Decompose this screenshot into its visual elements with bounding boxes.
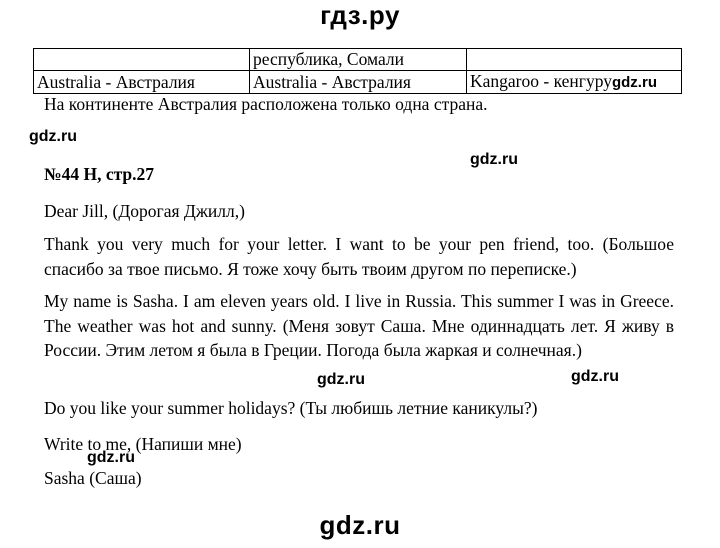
letter-paragraph: My name is Sasha. I am eleven years old. I live in Russia. This summer I was in Greece. The weather was hot and sunny. (Меня зовут Саша. Мне одиннадцать лет. Я живу в России. Этим летом я была в Греции. Погода была жаркая и солнечная.) xyxy=(44,291,674,360)
watermark-small: gdz.ru xyxy=(470,151,518,168)
table-row xyxy=(34,49,682,71)
letter-greeting: Dear Jill, (Дорогая Джилл,) xyxy=(44,201,245,221)
table-cell: Australia - Австралия xyxy=(250,71,467,94)
watermark-small: gdz.ru xyxy=(317,371,365,388)
exercise-heading: №44 H, стр.27 xyxy=(44,164,155,184)
letter-question: Do you like your summer holidays? (Ты любишь летние каникулы?) xyxy=(44,398,538,418)
watermark-small: gdz.ru xyxy=(87,449,135,466)
table-cell-text: Kangaroo - кенгуру xyxy=(470,71,612,91)
table-cell: Australia - Австралия xyxy=(34,71,250,94)
watermark-top: гдз.ру xyxy=(320,0,400,30)
watermark-small: gdz.ru xyxy=(29,128,77,145)
watermark-bottom: gdz.ru xyxy=(319,510,401,540)
answer-table xyxy=(33,48,682,94)
letter-signature: Sasha (Саша) xyxy=(44,468,142,488)
table-cell xyxy=(467,49,682,71)
letter-closing: Write to me, (Напиши мне) xyxy=(44,434,242,454)
table-cell: республика, Сомали xyxy=(250,49,467,71)
table-cell xyxy=(34,49,250,71)
table-cell xyxy=(467,71,682,94)
letter-paragraph: Thank you very much for your letter. I want to be your pen friend, too. (Большое спасибо за твое письмо. Я тоже хочу быть твоим другом по переписке.) xyxy=(44,234,674,279)
table-row xyxy=(34,71,682,94)
note-text: На континенте Австралия расположена только одна страна. xyxy=(44,94,488,114)
watermark-inline: gdz.ru xyxy=(611,74,657,91)
watermark-small: gdz.ru xyxy=(571,368,619,385)
